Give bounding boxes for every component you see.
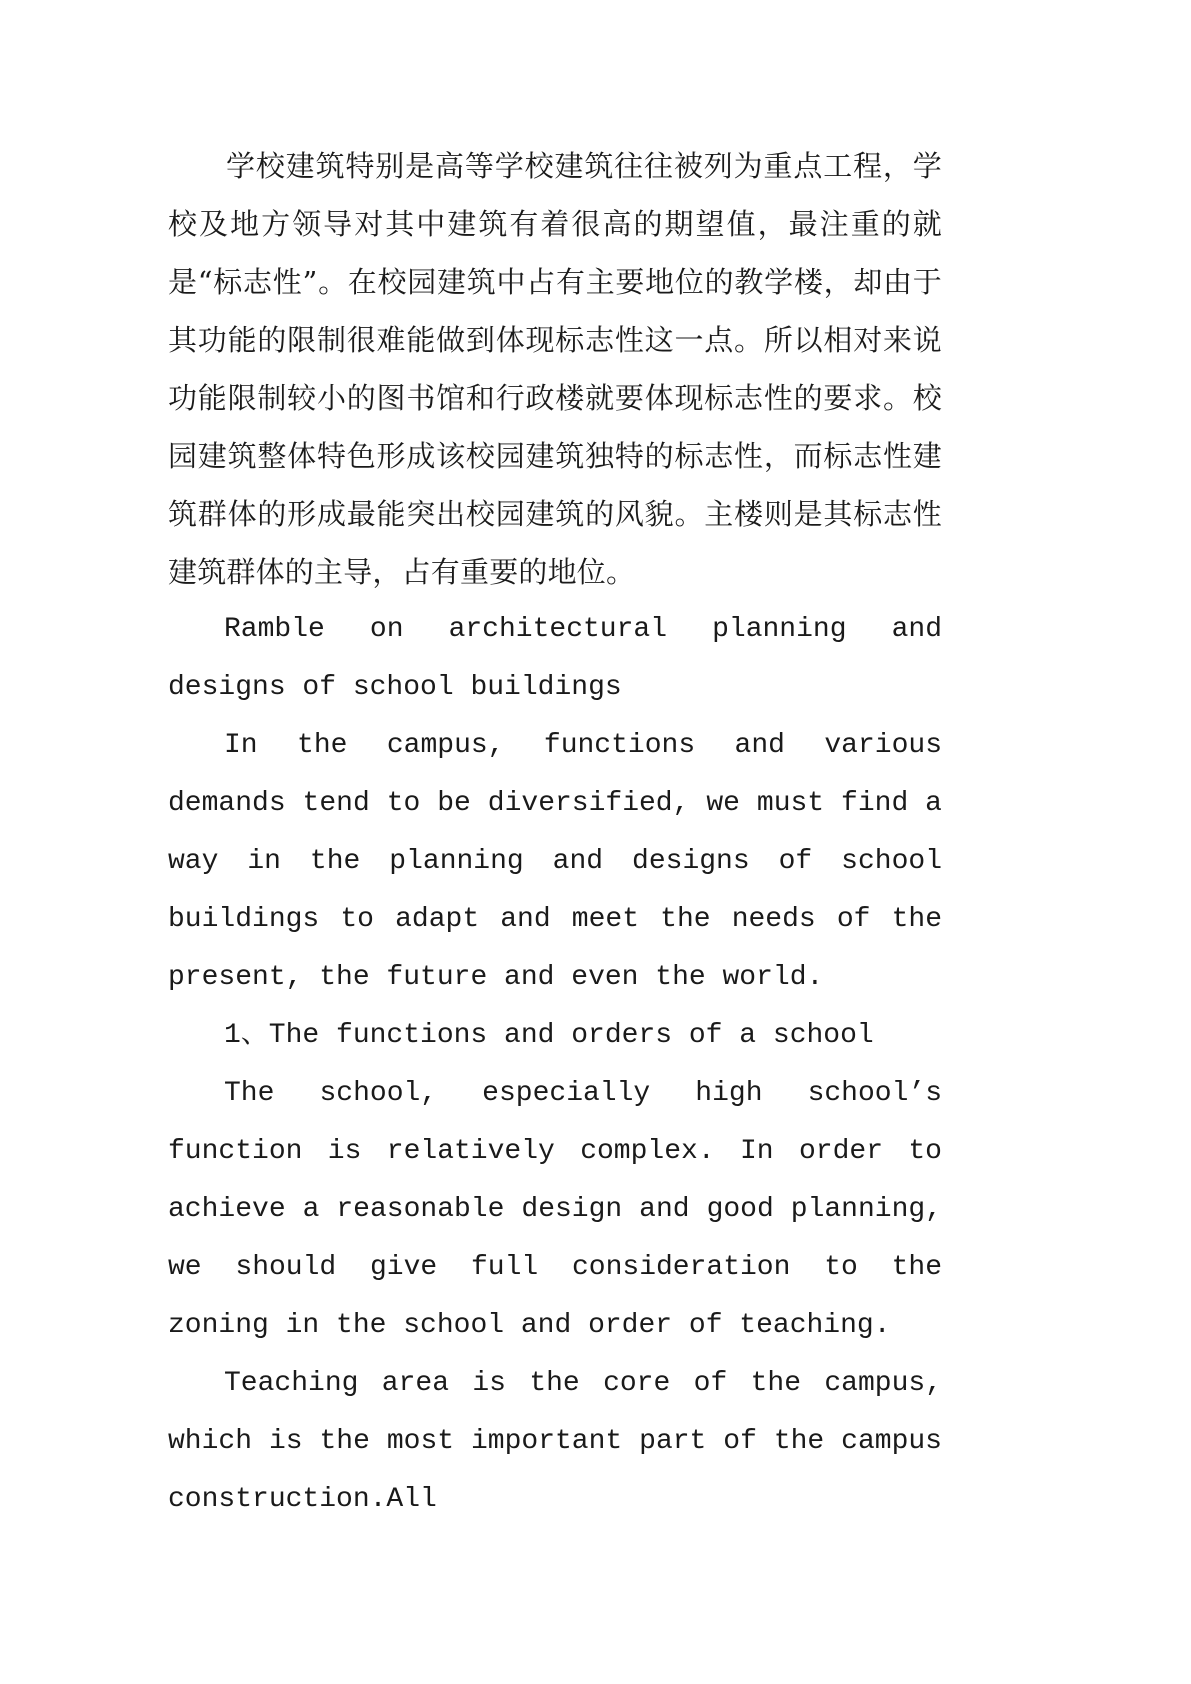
section-heading-functions-orders: 1、The functions and orders of a school xyxy=(224,1020,874,1051)
document-body xyxy=(168,137,942,1529)
paragraph-campus-functions: In the campus, functions and various demands tend to be diversified, we must find a way in the planning and designs of school buildings to adapt and meet the needs of the present, the future and even the world. xyxy=(168,730,942,993)
paragraph-school-function-complex: The school, especially high school’s function is relatively complex. In order to achieve a reasonable design and good planning, we should give full consideration to the zoning in the school and order of teaching. xyxy=(168,1078,942,1341)
paragraph-title-ramble: Ramble on architectural planning and designs of school buildings xyxy=(168,614,942,703)
paragraph-teaching-area: Teaching area is the core of the campus, which is the most important part of the campus construction.All xyxy=(168,1368,942,1515)
paragraph-school-architecture-landmark: 学校建筑特别是高等学校建筑往往被列为重点工程，学校及地方领导对其中建筑有着很高的期望值，最注重的就是“标志性”。在校园建筑中占有主要地位的教学楼，却由于其功能的限制很难能做到体现标志性这一点。所以相对来说功能限制较小的图书馆和行政楼就要体现标志性的要求。校园建筑整体特色形成该校园建筑独特的标志性，而标志性建筑群体的形成最能突出校园建筑的风貌。主楼则是其标志性建筑群体的主导，占有重要的地位。 xyxy=(168,149,942,589)
